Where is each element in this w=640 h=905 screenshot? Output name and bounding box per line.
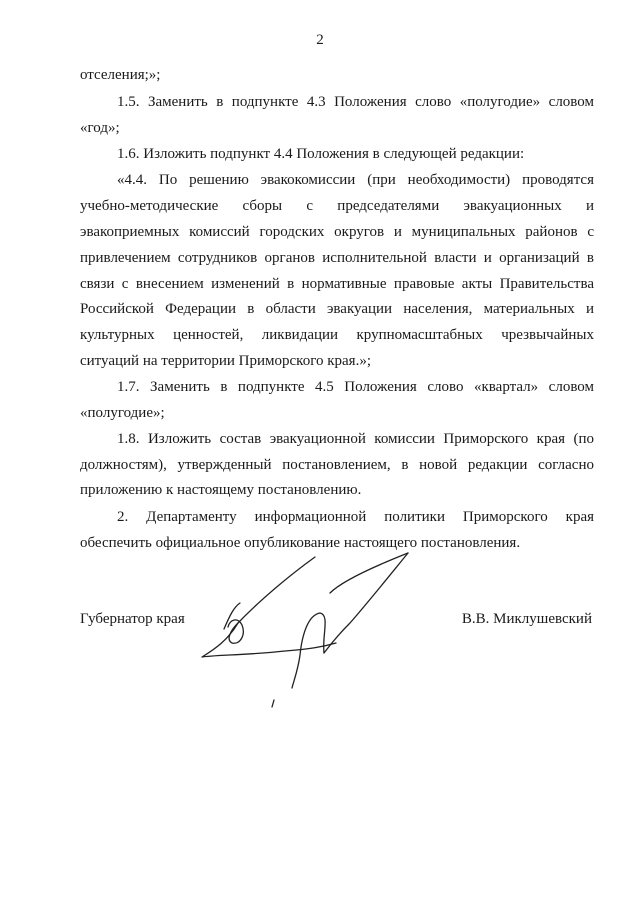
- text-line: ситуаций на территории Приморского края.»;: [80, 353, 371, 369]
- signatory-title: Губернатор края: [80, 611, 185, 627]
- text-line: 1.5. Заменить в подпункте 4.3 Положения слово «полугодие» словом: [117, 94, 594, 110]
- text-line: «4.4. По решению эвакокомиссии (при необходимости) проводятся: [117, 172, 594, 188]
- text-line: 1.7. Заменить в подпункте 4.5 Положения слово «квартал» словом: [117, 379, 594, 395]
- text-line: эвакоприемных комиссий городских округов и муниципальных районов с: [80, 224, 594, 240]
- text-line: 2. Департаменту информационной политики Приморского края: [117, 509, 594, 525]
- text-line: 1.8. Изложить состав эвакуационной комиссии Приморского края (по: [117, 431, 594, 447]
- text-line: культурных ценностей, ликвидации крупномасштабных чрезвычайных: [80, 327, 594, 343]
- text-line: Российской Федерации в области эвакуации населения, материальных и: [80, 301, 594, 317]
- text-line: привлечением сотрудников органов исполнительной власти и организаций в: [80, 250, 594, 266]
- text-line: обеспечить официальное опубликование настоящего постановления.: [80, 535, 521, 551]
- text-line: связи с внесением изменений в нормативные правовые акты Правительства: [80, 276, 594, 292]
- text-line: приложению к настоящему постановлению.: [80, 482, 362, 498]
- text-line: должностям), утвержденный постановлением, в новой редакции согласно: [80, 457, 594, 473]
- signatory-name: В.В. Миклушевский: [461, 611, 592, 627]
- text-line: отселения;»;: [80, 67, 161, 83]
- text-line: «полугодие»;: [80, 405, 165, 421]
- handwritten-signature: [190, 545, 430, 715]
- text-line: 1.6. Изложить подпункт 4.4 Положения в следующей редакции:: [117, 146, 525, 162]
- text-line: «год»;: [80, 120, 120, 136]
- text-line: учебно-методические сборы с председателями эвакуационных и: [80, 198, 594, 214]
- page-number: 2: [316, 32, 324, 48]
